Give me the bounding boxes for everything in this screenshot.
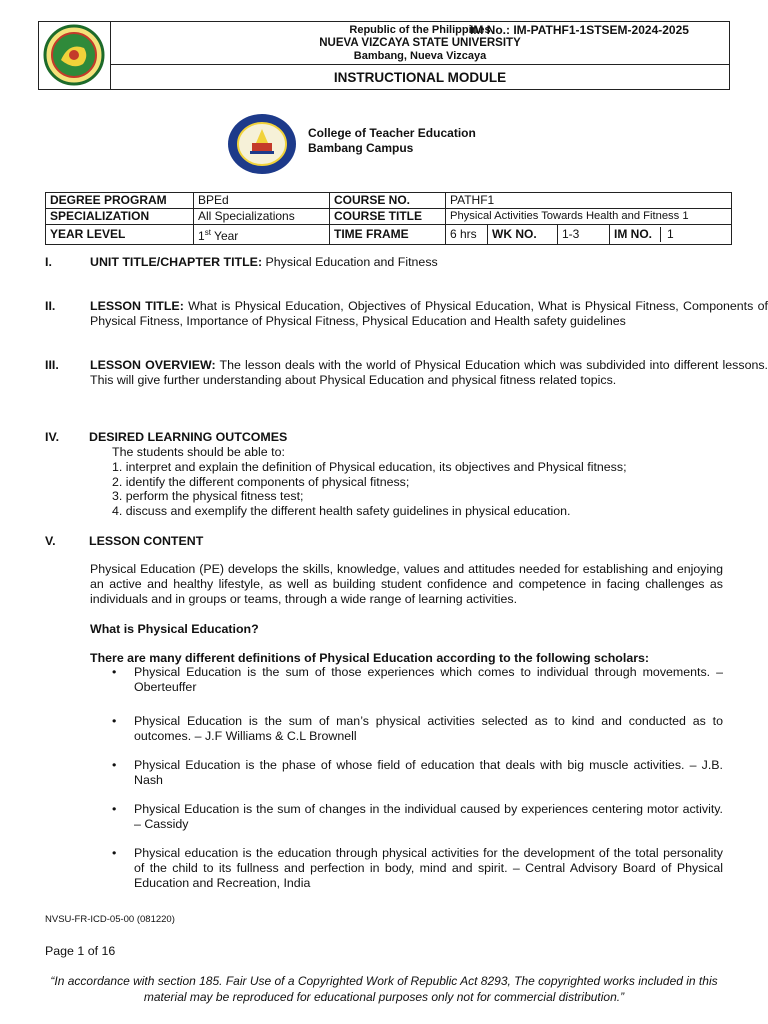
degree-program-label: DEGREE PROGRAM: [46, 193, 194, 209]
outcomes-intro: The students should be able to:: [112, 445, 285, 459]
section-heading: LESSON CONTENT: [89, 534, 204, 548]
content-heading: What is Physical Education?: [90, 622, 259, 636]
college-info: [308, 126, 476, 156]
course-no-value: PATHF1: [446, 193, 732, 209]
list-item: 4. discuss and exemplify the different health safety guidelines in physical education.: [112, 504, 571, 518]
section-number: II.: [45, 299, 56, 313]
section-number: V.: [45, 534, 56, 548]
bullet-icon: •: [112, 802, 117, 816]
im-no-label: IM NO.: [614, 227, 652, 241]
section-number: I.: [45, 255, 52, 269]
year-level-value: 1st Year: [194, 225, 330, 245]
bullet-text: Physical Education is the sum of those experiences which comes to individual through movements. – Oberteuffer: [134, 665, 723, 694]
university-seal-icon: [39, 22, 109, 89]
course-no-label: COURSE NO.: [330, 193, 446, 209]
section-text: Physical Education and Fitness: [262, 255, 438, 269]
list-item: 2. identify the different components of physical fitness;: [112, 475, 410, 489]
section-heading: UNIT TITLE/CHAPTER TITLE:: [90, 255, 263, 269]
list-item: 3. perform the physical fitness test;: [112, 489, 304, 503]
bullet-icon: •: [112, 714, 117, 728]
form-code: NVSU-FR-ICD-05-00 (081220): [45, 914, 175, 925]
im-number: IM No.: IM-PATHF1-1STSEM-2024-2025: [470, 23, 689, 37]
college-name: College of Teacher Education: [308, 126, 476, 140]
college-seal-icon: [226, 113, 298, 175]
table-row: [46, 193, 732, 209]
republic-text: Republic of the Philippines: [349, 24, 491, 36]
im-no-value: 1: [667, 227, 674, 241]
bullet-text: Physical education is the education through physical activities for the development of the total personality of the child to its fullness and perfection in body, mind and spirit. – Central Advisory Board of Physical Education and Recreation, India: [134, 846, 723, 890]
bullet-icon: •: [112, 665, 117, 679]
wk-no-value: 1-3: [558, 225, 610, 245]
section-heading: LESSON TITLE:: [90, 299, 184, 313]
course-info-table: [45, 192, 732, 245]
bullet-text: Physical Education is the sum of changes in the individual caused by experiences centering motor activity. – Cassidy: [134, 802, 723, 831]
specialization-label: SPECIALIZATION: [46, 209, 194, 225]
specialization-value: All Specializations: [194, 209, 330, 225]
university-location: Bambang, Nueva Vizcaya: [353, 50, 487, 62]
page-number: Page 1 of 16: [45, 944, 116, 958]
module-title: INSTRUCTIONAL MODULE: [333, 69, 507, 85]
list-item: 1. interpret and explain the definition of Physical education, its objectives and Physical fitness;: [112, 460, 627, 474]
section-heading: LESSON OVERVIEW:: [90, 358, 216, 372]
table-row: [46, 225, 732, 245]
university-name: NUEVA VIZCAYA STATE UNIVERSITY: [319, 37, 521, 49]
section-number: III.: [45, 358, 59, 372]
course-title-value: Physical Activities Towards Health and Fitness 1: [446, 209, 732, 225]
section-number: IV.: [45, 430, 60, 444]
content-subheading: There are many different definitions of Physical Education according to the following scholars:: [90, 651, 650, 665]
bullet-text: Physical Education is the sum of man’s physical activities selected as to kind and conducted as to outcomes. – J.F Williams & C.L Brownell: [134, 714, 723, 743]
fair-use-notice: “In accordance with section 185. Fair Use of a Copyrighted Work of Republic Act 8293, The copyrighted works included in this material may be reproduced for educational purposes only not for commercial distribution.”: [50, 974, 718, 1004]
section-heading: DESIRED LEARNING OUTCOMES: [89, 430, 288, 444]
college-campus: Bambang Campus: [308, 141, 414, 155]
time-frame-value: 6 hrs: [446, 225, 488, 245]
university-logo-cell: [39, 22, 111, 89]
bullet-icon: •: [112, 846, 117, 860]
course-title-label: COURSE TITLE: [330, 209, 446, 225]
bullet-text: Physical Education is the phase of whose field of education that deals with big muscle activities. – J.B. Nash: [134, 758, 723, 787]
time-frame-label: TIME FRAME: [330, 225, 446, 245]
im-no-cell: [610, 225, 732, 245]
table-row: [46, 209, 732, 225]
bullet-icon: •: [112, 758, 117, 772]
content-intro: Physical Education (PE) develops the skills, knowledge, values and attitudes needed for establishing and enjoying an active and healthy lifestyle, as well as building student confidence and competence in facing challenges as individuals and in groups or teams, through a wide range of learning activities.: [90, 562, 723, 606]
wk-no-label: WK NO.: [488, 225, 558, 245]
year-level-label: YEAR LEVEL: [46, 225, 194, 245]
section-text: The lesson deals with the world of Physical Education which was subdivided into different lessons. This will give further understanding about Physical Education and physical fitness related topics.: [90, 358, 768, 387]
degree-program-value: BPEd: [194, 193, 330, 209]
section-text: What is Physical Education, Objectives of Physical Education, What is Physical Fitness, Components of Physical Fitness, Importance of Physical Fitness, Physical Education and Health safety guidelines: [90, 299, 768, 328]
